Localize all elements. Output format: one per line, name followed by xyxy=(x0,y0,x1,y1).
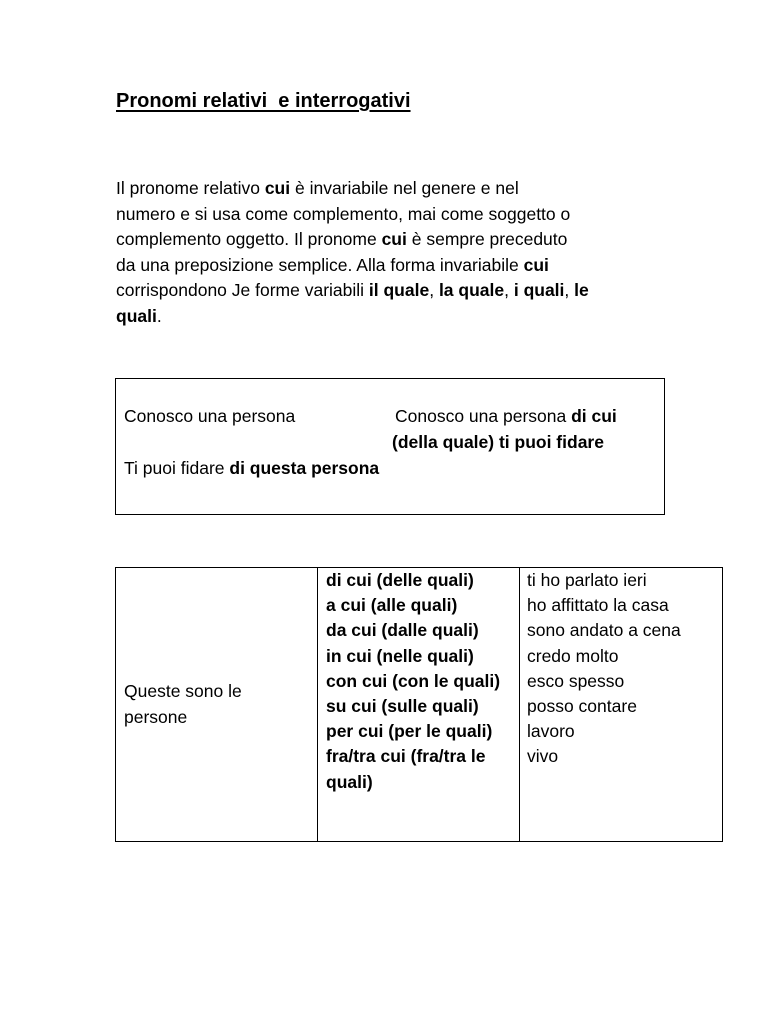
intro-text: complemento oggetto. Il pronome xyxy=(116,229,382,250)
intro-bold-text: il quale xyxy=(368,280,430,301)
pronoun-item: per cui (per le quali) xyxy=(326,721,493,742)
intro-text: corrispondono Je forme variabili xyxy=(116,280,369,301)
intro-line xyxy=(116,176,676,202)
intro-text: è invariabile nel genere e nel xyxy=(290,178,519,198)
intro-text: , xyxy=(564,280,575,301)
example-text: Ti puoi fidare xyxy=(124,458,230,478)
intro-bold-text: cui xyxy=(523,254,549,275)
intro-bold-text: cui xyxy=(264,178,291,198)
intro-bold-text: quali xyxy=(116,305,157,326)
pronoun-item: da cui (dalle quali) xyxy=(326,620,479,641)
completion-item: sono andato a cena xyxy=(527,620,681,641)
example-combined-line-1 xyxy=(395,403,617,429)
intro-line xyxy=(116,227,676,253)
intro-text: è sempre preceduto xyxy=(406,229,568,250)
intro-bold-text: cui xyxy=(381,229,407,250)
intro-bold-text: le xyxy=(574,280,589,301)
example-text: Conosco una persona xyxy=(395,406,572,426)
intro-text: , xyxy=(504,280,514,301)
intro-bold-text: la quale xyxy=(438,280,505,301)
pronoun-item: quali) xyxy=(326,771,373,792)
completion-item: posso contare xyxy=(527,696,637,717)
subject-line: Queste sono le xyxy=(124,681,242,702)
intro-text: , xyxy=(429,280,439,301)
completion-item: credo molto xyxy=(527,645,619,666)
example-sentence-2 xyxy=(124,455,379,481)
intro-paragraph xyxy=(116,176,676,330)
page-title: Pronomi relativi e interrogativi xyxy=(116,90,411,112)
intro-line xyxy=(116,278,676,304)
intro-text: . xyxy=(156,305,162,326)
example-bold-text: di questa persona xyxy=(229,458,380,478)
pronoun-item: di cui (delle quali) xyxy=(326,570,474,590)
subject-line: persone xyxy=(124,706,188,727)
intro-text: Il pronome relativo xyxy=(116,178,265,198)
intro-bold-text: i quali xyxy=(513,280,565,301)
pronoun-item: su cui (sulle quali) xyxy=(326,696,479,717)
relative-pronoun-table xyxy=(115,567,723,842)
completion-item: ti ho parlato ieri xyxy=(527,570,647,590)
table-cell-completions xyxy=(520,568,723,842)
table-cell-subject xyxy=(116,568,318,842)
completion-item: lavoro xyxy=(527,721,575,742)
example-bold-text: di cui xyxy=(571,406,617,426)
pronoun-item: con cui (con le quali) xyxy=(326,670,501,691)
completion-item: esco spesso xyxy=(527,670,625,691)
table-cell-pronouns xyxy=(318,568,520,842)
completion-item: ho affittato la casa xyxy=(527,595,669,616)
pronoun-item: a cui (alle quali) xyxy=(326,595,458,616)
pronoun-item: in cui (nelle quali) xyxy=(326,645,474,666)
example-sentence-1: Conosco una persona xyxy=(124,406,296,426)
intro-line xyxy=(116,202,676,228)
intro-line xyxy=(116,304,676,330)
pronoun-item: fra/tra cui (fra/tra le xyxy=(326,746,486,767)
example-box xyxy=(115,378,665,515)
completion-item: vivo xyxy=(527,746,559,767)
intro-text: da una preposizione semplice. Alla forma invariabile xyxy=(116,254,524,275)
table-row xyxy=(116,568,723,842)
example-combined-line-2: (della quale) ti puoi fidare xyxy=(392,432,604,452)
intro-text: numero e si usa come complemento, mai come soggetto o xyxy=(116,203,571,224)
intro-line xyxy=(116,253,676,279)
